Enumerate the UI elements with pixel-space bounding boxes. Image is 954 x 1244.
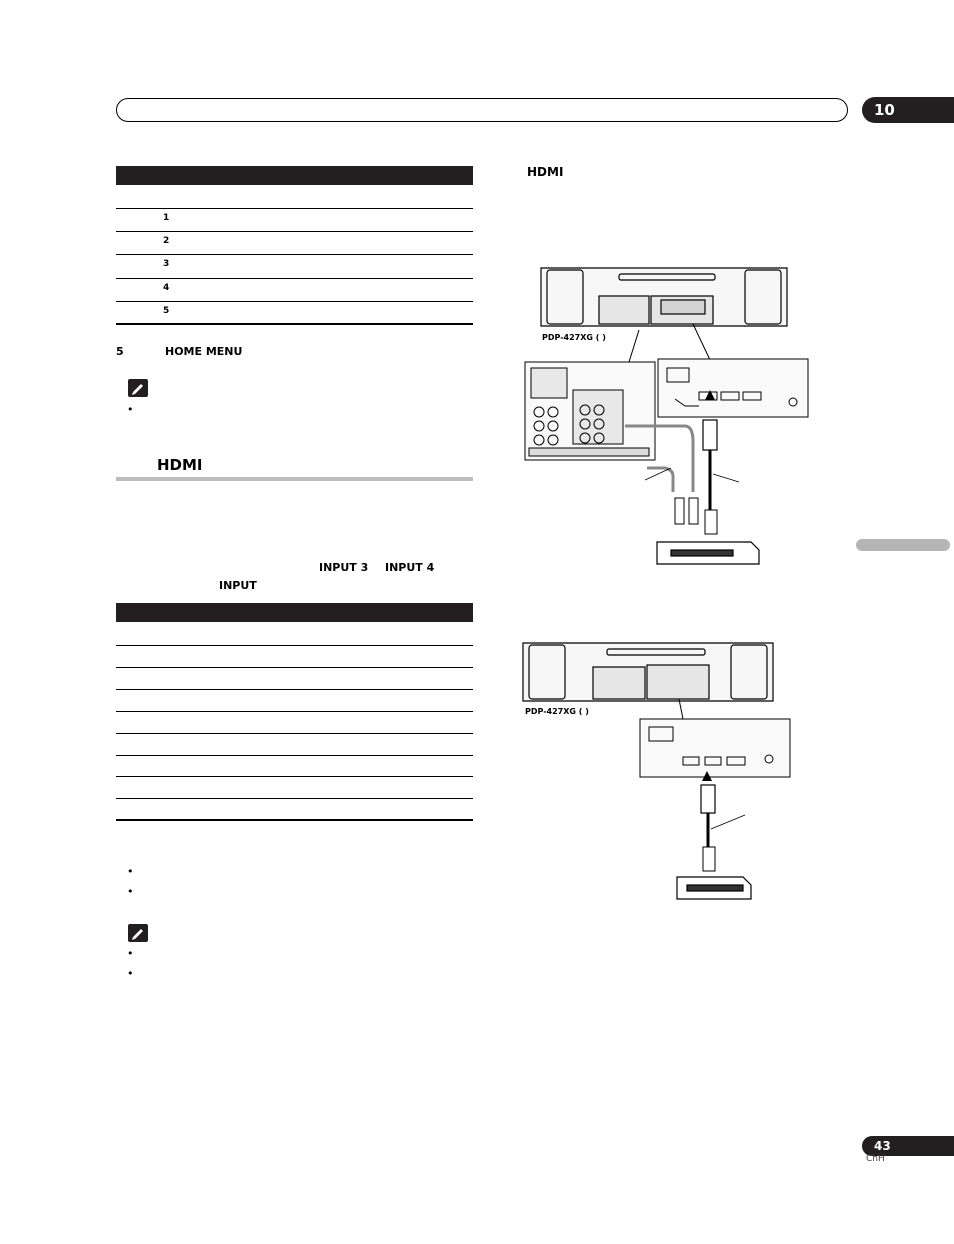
hdmi-plug <box>705 510 717 534</box>
section-side-tab <box>856 539 950 551</box>
chapter-number: 10 <box>874 101 895 119</box>
leader-line <box>679 699 683 719</box>
table-row-divider <box>116 667 473 668</box>
table-row-divider <box>116 798 473 799</box>
table-row-number: 3 <box>163 259 170 269</box>
table-row-divider <box>116 711 473 712</box>
bullet-mark: • <box>127 885 134 898</box>
bullet-mark: • <box>127 403 134 416</box>
bullet-mark: • <box>127 967 134 980</box>
hdmi-plug <box>701 785 715 813</box>
step-number: 5 <box>116 345 124 358</box>
bullet-mark: • <box>127 947 134 960</box>
table-row-number: 4 <box>163 283 170 293</box>
leader-line <box>713 474 739 482</box>
step-key-label: HOME MENU <box>165 345 243 358</box>
page-number: 43 <box>874 1139 891 1153</box>
model-label: PDP-427XG ( ) <box>525 707 589 716</box>
source-device <box>657 542 759 564</box>
input3-key: INPUT 3 <box>319 561 369 574</box>
table-row-number: 2 <box>163 236 170 246</box>
leader-line <box>711 815 745 829</box>
table-row-divider <box>116 645 473 646</box>
table-row-divider <box>116 301 473 302</box>
note-icon <box>128 379 148 397</box>
input-key: INPUT <box>219 579 257 592</box>
table-row-divider <box>116 278 473 279</box>
table-bottom-rule <box>116 819 473 821</box>
leader-line <box>629 330 639 362</box>
tv-rear-panel <box>541 268 787 326</box>
table-row-divider <box>116 208 473 209</box>
leader-line <box>693 324 711 362</box>
bullet-mark: • <box>127 865 134 878</box>
model-label: PDP-427XG ( ) <box>542 333 606 342</box>
section-title: HDMI <box>157 456 203 474</box>
rca-plug <box>675 498 684 524</box>
hdmi-plug <box>703 420 717 450</box>
table-bottom-rule <box>116 323 473 325</box>
table-row-divider <box>116 776 473 777</box>
table-row-divider <box>116 733 473 734</box>
table-row-divider <box>116 254 473 255</box>
table-row-divider <box>116 231 473 232</box>
source-device <box>677 877 751 899</box>
note-icon <box>128 924 148 942</box>
header-bar <box>116 98 848 122</box>
table-row-divider <box>116 755 473 756</box>
right-section-title: HDMI <box>527 165 564 179</box>
page-number-tab <box>862 1136 954 1156</box>
hdmi-terminal-panel <box>658 359 808 417</box>
table-row-divider <box>116 689 473 690</box>
language-code: ChH <box>866 1154 885 1164</box>
audio-cable-branch <box>647 468 673 492</box>
chapter-tab <box>862 97 954 123</box>
table-row-number: 1 <box>163 213 170 223</box>
connection-diagram-2 <box>515 637 815 909</box>
table-row-number: 5 <box>163 306 170 316</box>
av-terminal-panel <box>525 362 655 460</box>
section-rule <box>116 477 473 481</box>
hdmi-plug <box>703 847 715 871</box>
rca-plug <box>689 498 698 524</box>
table-header <box>116 603 473 622</box>
connection-diagram-1 <box>515 262 815 574</box>
hdmi-terminal-panel <box>640 719 790 777</box>
leader-line <box>645 468 671 480</box>
input4-key: INPUT 4 <box>385 561 435 574</box>
tv-rear-panel <box>523 643 773 701</box>
table-header <box>116 166 473 185</box>
